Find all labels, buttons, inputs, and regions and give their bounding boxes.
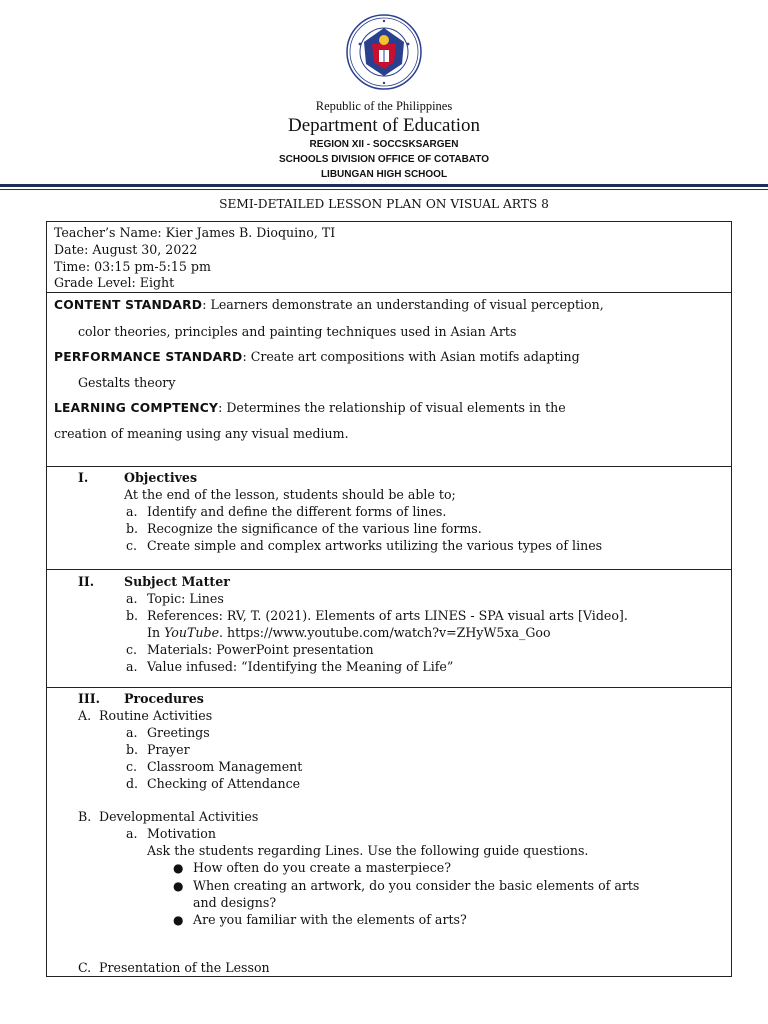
routine-item-marker: d. [126,776,139,791]
department-title: Department of Education [287,115,481,136]
routine-item: Prayer [147,742,190,757]
teacher-name: Teacher’s Name: Kier James B. Dioquino, TI [54,225,336,240]
objectives-numeral: I. [78,470,89,485]
subject-matter-cell [47,570,731,688]
motivation-marker: a. [126,826,138,841]
presentation-marker: C. [78,960,92,975]
school-name: LIBUNGAN HIGH SCHOOL [320,169,448,180]
content-standard-text: : Learners demonstrate an understanding of visual perception, [202,297,604,312]
teacher-info-cell [47,222,731,293]
subject-marker: a. [126,659,138,674]
lesson-time: Time: 03:15 pm-5:15 pm [54,259,211,274]
routine-item-marker: b. [126,742,139,757]
routine-activities-label: Routine Activities [99,708,213,723]
objective-marker: b. [126,521,139,536]
deped-seal-logo [346,14,422,90]
routine-item: Classroom Management [147,759,303,774]
bullet-icon: ● [173,879,184,893]
learning-competency-line1 [54,400,566,416]
objectives-intro: At the end of the lesson, students should be able to; [124,487,456,502]
objectives-heading: Objectives [124,470,198,485]
objectives-cell [47,467,731,570]
subject-marker: a. [126,591,138,606]
guide-question: Are you familiar with the elements of arts? [193,912,467,927]
republic-text: Republic of the Philippines [315,99,453,113]
learning-competency-line2: creation of meaning using any visual medium. [54,426,349,441]
header-divider-thin [0,189,768,190]
content-standard-label: CONTENT STANDARD [54,298,203,312]
learning-competency-text: : Determines the relationship of visual elements in the [218,400,566,415]
motivation-label: Motivation [147,826,216,841]
routine-marker: A. [78,708,92,723]
procedures-heading: Procedures [124,691,204,706]
lesson-date: Date: August 30, 2022 [54,242,198,257]
developmental-activities-label: Developmental Activities [99,809,259,824]
subject-materials: Materials: PowerPoint presentation [147,642,374,657]
performance-standard-label: PERFORMANCE STANDARD [54,350,243,364]
standards-cell [47,293,731,467]
performance-standard-line1 [54,349,580,365]
lesson-plan-table [46,221,732,977]
subject-topic: Topic: Lines [147,591,224,606]
objective-item: Identify and define the different forms of lines. [147,504,447,519]
division-text: SCHOOLS DIVISION OFFICE OF COTABATO [278,154,489,165]
motivation-instruction: Ask the students regarding Lines. Use the following guide questions. [147,843,589,858]
guide-question-continuation: and designs? [193,895,277,910]
objective-item: Create simple and complex artworks utilizing the various types of lines [147,538,603,553]
subject-matter-heading: Subject Matter [124,574,230,589]
subject-marker: b. [126,608,139,623]
performance-standard-line2: Gestalts theory [78,375,176,390]
subject-references: References: RV, T. (2021). Elements of arts LINES - SPA visual arts [Video]. [147,608,628,623]
routine-item: Greetings [147,725,210,740]
routine-item-marker: a. [126,725,138,740]
objective-marker: c. [126,538,138,553]
header-divider-thick [0,184,768,187]
content-standard-line1 [54,297,604,313]
references-source: YouTube [164,625,220,640]
lesson-plan-title: SEMI-DETAILED LESSON PLAN ON VISUAL ARTS 8 [219,197,549,211]
subject-value: Value infused: “Identifying the Meaning of Life” [147,659,454,674]
references-url: . https://www.youtube.com/watch?v=ZHyW5xa_Goo [219,625,551,640]
subject-references-source [147,625,551,641]
subject-marker: c. [126,642,138,657]
bullet-icon: ● [173,861,184,875]
performance-standard-text: : Create art compositions with Asian motifs adapting [242,349,580,364]
developmental-marker: B. [78,809,92,824]
content-standard-line2: color theories, principles and painting techniques used in Asian Arts [78,324,517,339]
objective-item: Recognize the significance of the various line forms. [147,521,482,536]
region-text: REGION XII - SOCCSKSARGEN [309,139,459,150]
guide-question: When creating an artwork, do you consider the basic elements of arts [193,878,640,893]
subject-matter-numeral: II. [78,574,95,589]
learning-competency-label: LEARNING COMPTENCY [54,401,219,415]
objective-marker: a. [126,504,138,519]
guide-question: How often do you create a masterpiece? [193,860,451,875]
grade-level: Grade Level: Eight [54,275,175,290]
procedures-numeral: III. [78,691,101,706]
presentation-label: Presentation of the Lesson [99,960,270,975]
bullet-icon: ● [173,913,184,927]
procedures-cell [47,688,731,976]
references-in: In [147,625,165,640]
routine-item: Checking of Attendance [147,776,301,791]
routine-item-marker: c. [126,759,138,774]
